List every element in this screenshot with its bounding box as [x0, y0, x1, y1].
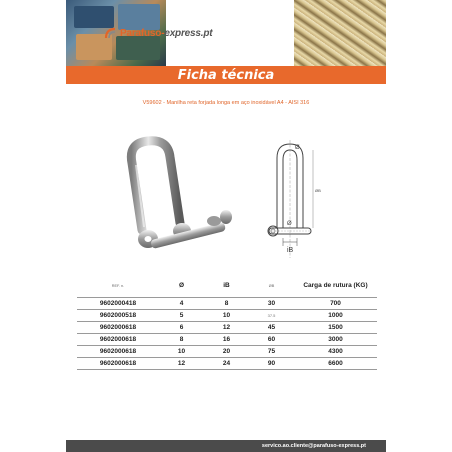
shackle-photo — [110, 135, 250, 265]
cell-load: 6600 — [294, 357, 377, 369]
cell-diameter: 5 — [159, 309, 204, 321]
ib-label: iB — [287, 247, 294, 254]
cell-load: 1500 — [294, 321, 377, 333]
cell-ib: 20 — [204, 345, 249, 357]
cell-diameter: 4 — [159, 297, 204, 309]
diameter-label-bottom: Ø — [287, 221, 292, 227]
table-row — [77, 321, 377, 333]
cell-length: 37.5 — [249, 309, 294, 321]
header-ref: REF. n. — [77, 275, 159, 297]
cell-ref: 9602000618 — [77, 321, 159, 333]
table-row — [77, 309, 377, 321]
header-ib: iB — [204, 275, 249, 297]
cell-diameter: 8 — [159, 333, 204, 345]
cell-ref: 9602000418 — [77, 297, 159, 309]
cell-ib: 8 — [204, 297, 249, 309]
footer-bar — [66, 440, 386, 452]
cell-diameter: 6 — [159, 321, 204, 333]
page-title: Ficha técnica — [177, 67, 275, 83]
logo-brand: Parafuso- — [120, 28, 165, 39]
spec-table — [77, 275, 377, 370]
cell-load: 3000 — [294, 333, 377, 345]
cell-ib: 16 — [204, 333, 249, 345]
cell-length: 75 — [249, 345, 294, 357]
brand-logo — [104, 27, 212, 40]
table-row — [77, 333, 377, 345]
logo-domain: express.pt — [164, 28, 213, 39]
cell-ref: 9602000618 — [77, 333, 159, 345]
cell-load: 700 — [294, 297, 377, 309]
table-row — [77, 345, 377, 357]
cell-ref: 9602000518 — [77, 309, 159, 321]
cell-ref: 9602000618 — [77, 357, 159, 369]
product-subtitle: V59602 - Manilha reta forjada longa em aço inoxidável A4 - AISI 316 — [142, 100, 310, 106]
cell-load: 4300 — [294, 345, 377, 357]
length-label: ØB — [315, 188, 321, 193]
header-diameter: Ø — [159, 275, 204, 297]
cell-length: 45 — [249, 321, 294, 333]
table-row — [77, 297, 377, 309]
customer-service-email[interactable]: servico.ao.cliente@parafuso-express.pt — [261, 443, 366, 449]
cell-diameter: 10 — [159, 345, 204, 357]
diameter-label-top: Ø — [295, 145, 300, 151]
cell-ref: 9602000618 — [77, 345, 159, 357]
cell-length: 90 — [249, 357, 294, 369]
header-length: ØB — [249, 275, 294, 297]
logo-icon — [104, 27, 117, 40]
cell-load: 1000 — [294, 309, 377, 321]
technical-drawing — [255, 140, 335, 260]
cell-ib: 12 — [204, 321, 249, 333]
table-header-row — [77, 275, 377, 297]
cell-diameter: 12 — [159, 357, 204, 369]
cell-length: 60 — [249, 333, 294, 345]
table-row — [77, 357, 377, 369]
screws-photo — [294, 0, 386, 66]
title-bar — [66, 66, 386, 84]
cell-ib: 24 — [204, 357, 249, 369]
cell-ib: 10 — [204, 309, 249, 321]
header-breaking-load: Carga de rutura (KG) — [294, 275, 377, 297]
cell-length: 30 — [249, 297, 294, 309]
